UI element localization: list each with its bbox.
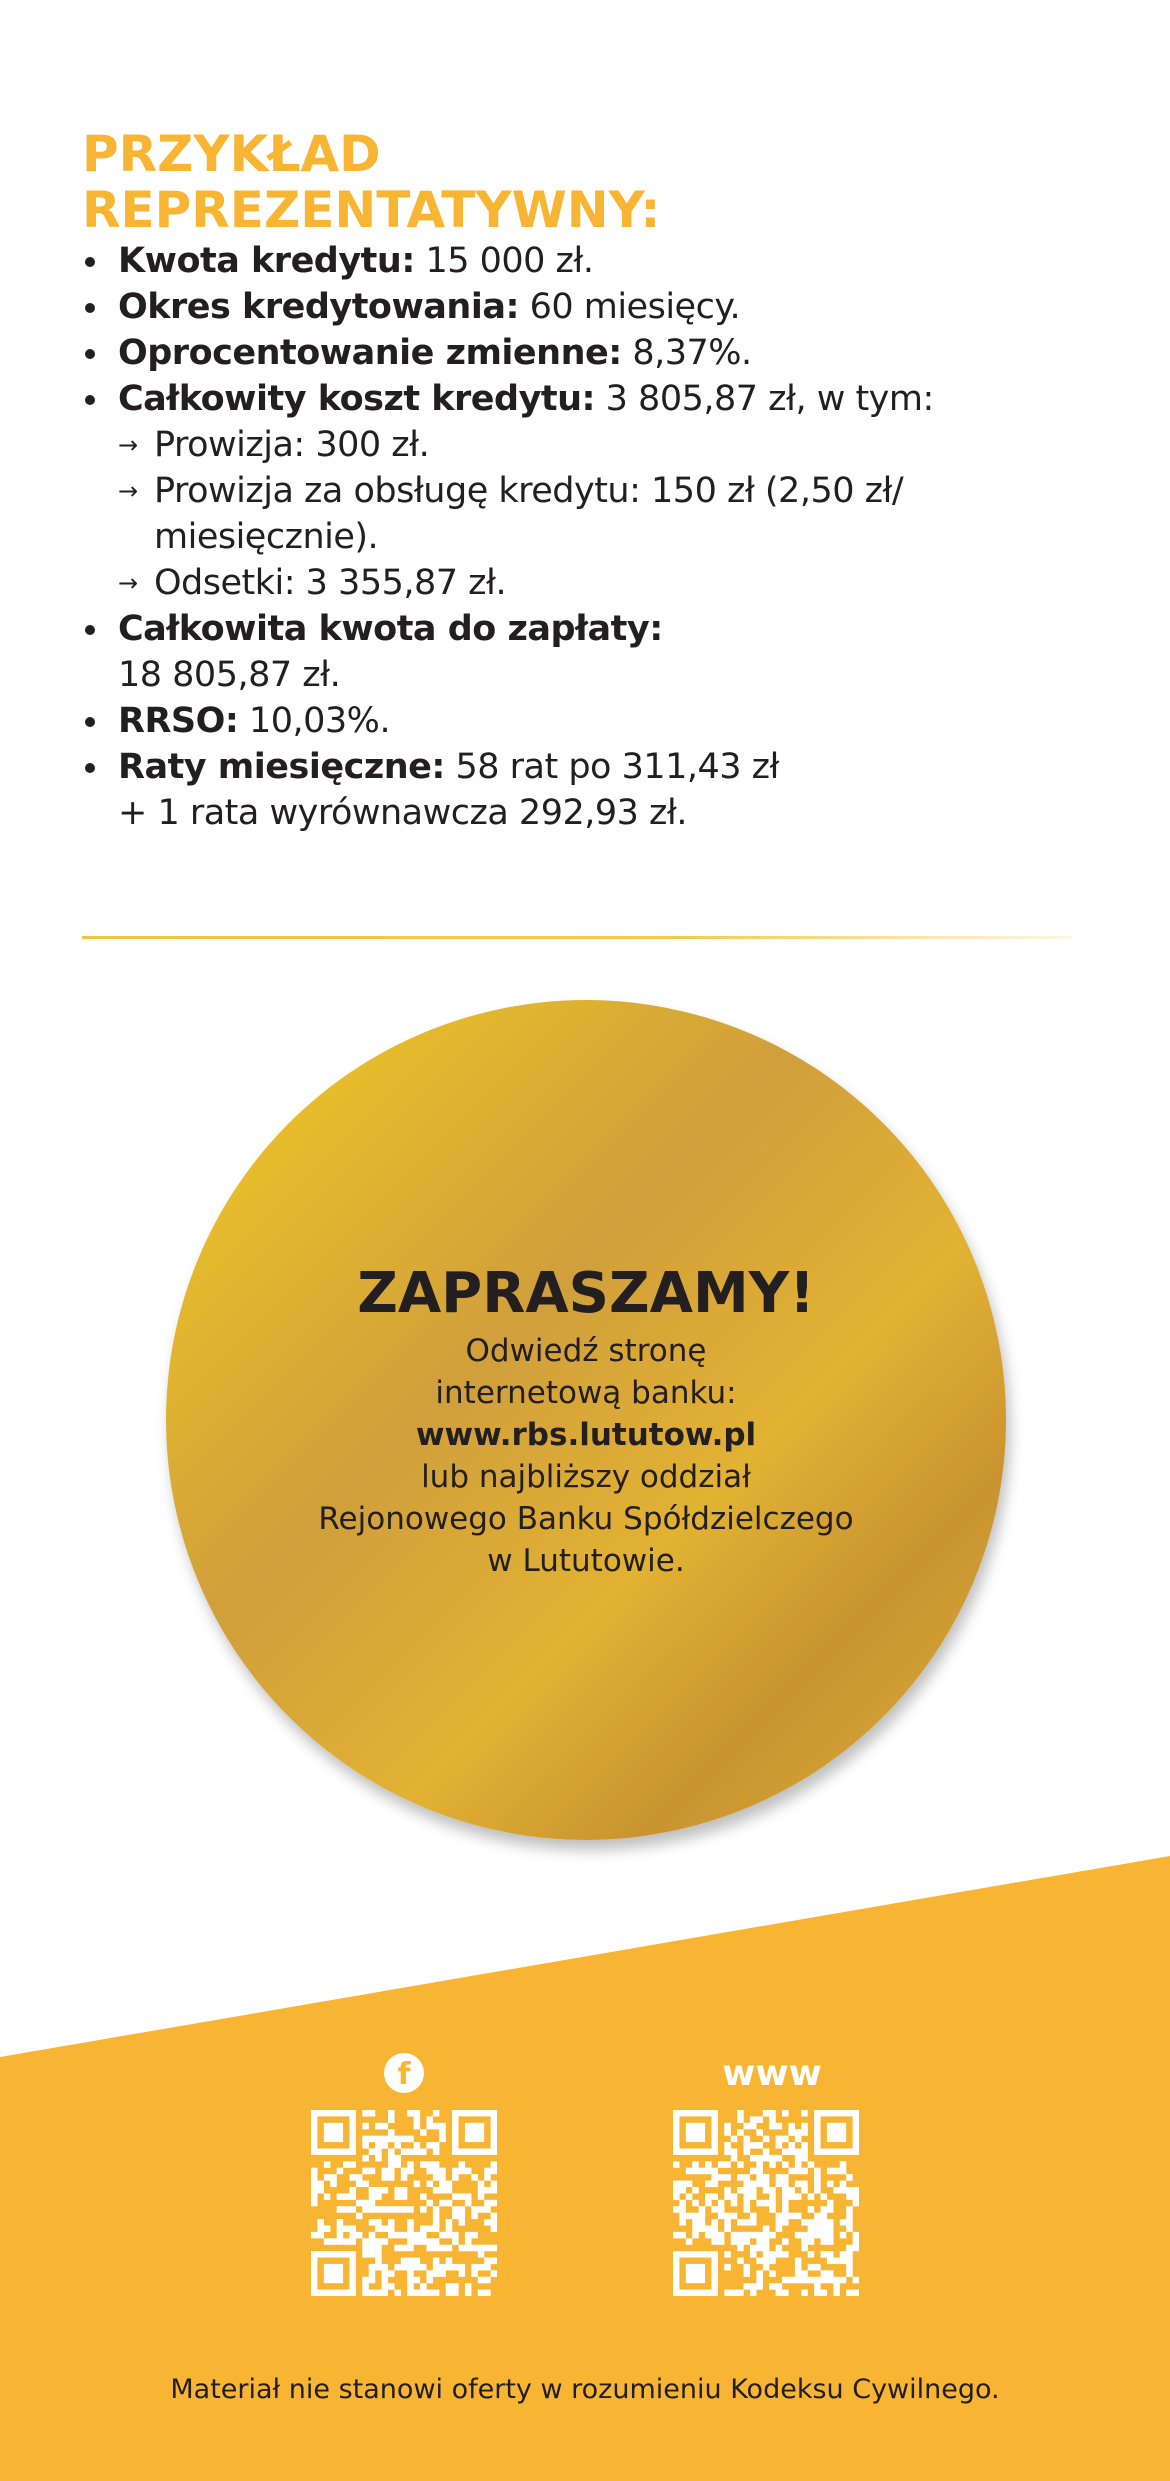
invite-line: w Lututowie. [487, 1543, 685, 1579]
item-value: 15 000 zł. [414, 241, 594, 281]
sub-item-text-continued: miesięcznie). [154, 517, 379, 557]
item-label: Oprocentowanie zmienne: [118, 333, 622, 373]
invite-title: ZAPRASZAMY! [357, 1261, 815, 1326]
arrow-icon: → [118, 477, 138, 505]
item-label: Całkowity koszt kredytu: [118, 379, 596, 419]
item-value: 8,37%. [621, 333, 752, 373]
item-label: Kwota kredytu: [118, 241, 415, 281]
facebook-qr-code[interactable] [311, 2110, 497, 2296]
invite-line: lub najbliższy oddział [421, 1459, 751, 1495]
www-label: www [722, 2053, 822, 2094]
legal-disclaimer: Materiał nie stanowi oferty w rozumieniu Kodeksu Cywilnego. [170, 2374, 1000, 2405]
item-value-continued: + 1 rata wyrównawcza 292,93 zł. [118, 793, 687, 833]
bank-website-link[interactable]: www.rbs.lututow.pl [415, 1417, 757, 1453]
item-value: 60 miesięcy. [518, 287, 741, 327]
item-label: Okres kredytowania: [118, 287, 519, 327]
item-value: 3 805,87 zł, w tym: [595, 379, 934, 419]
sub-item-text: Odsetki: 3 355,87 zł. [154, 563, 507, 603]
item-label: RRSO: [118, 701, 239, 741]
heading-line-2: REPREZENTATYWNY: [82, 181, 661, 239]
invite-line: Odwiedź stronę [465, 1333, 707, 1369]
website-qr-code[interactable] [673, 2110, 859, 2296]
sub-item-text: Prowizja za obsługę kredytu: 150 zł (2,50 zł/ [154, 471, 904, 511]
invite-line: internetową banku: [435, 1375, 737, 1411]
item-value: 10,03%. [238, 701, 391, 741]
item-label: Całkowita kwota do zapłaty: [118, 609, 663, 649]
sub-item-text: Prowizja: 300 zł. [154, 425, 430, 465]
invite-line: Rejonowego Banku Spółdzielczego [318, 1501, 854, 1537]
arrow-icon: → [118, 431, 138, 459]
arrow-icon: → [118, 569, 138, 597]
item-value: 58 rat po 311,43 zł [444, 747, 779, 787]
facebook-icon[interactable]: f [384, 2053, 424, 2093]
heading-line-1: PRZYKŁAD [82, 125, 381, 183]
item-label: Raty miesięczne: [118, 747, 445, 787]
item-value: 18 805,87 zł. [118, 655, 341, 695]
